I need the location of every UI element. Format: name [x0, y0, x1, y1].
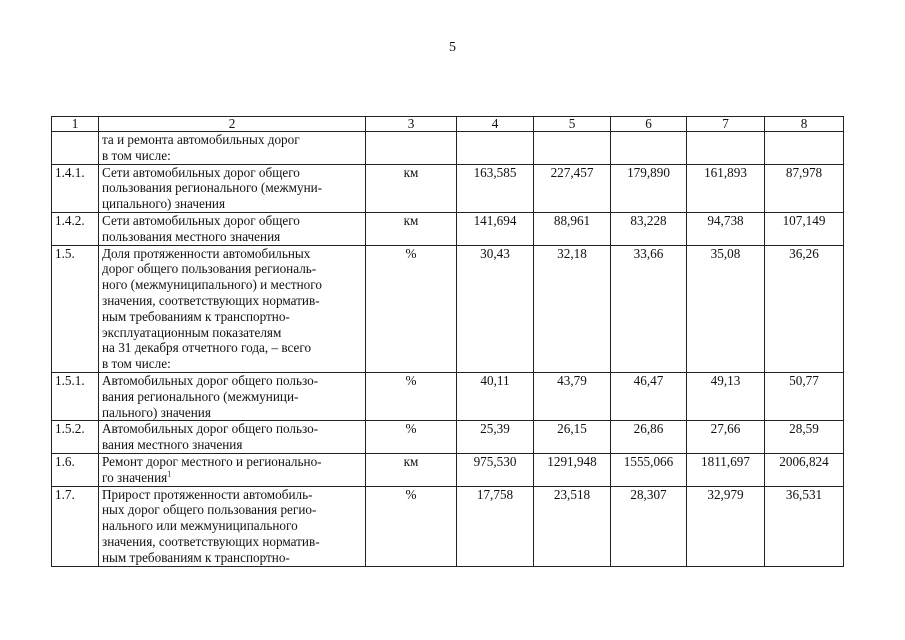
page-number: 5 — [449, 40, 456, 55]
unit-cell — [366, 132, 457, 165]
value-cell: 17,758 — [457, 486, 534, 566]
indicator-name-text: пального) значения — [102, 404, 211, 420]
value-cell: 43,79 — [534, 372, 611, 420]
indicator-name-line — [102, 132, 362, 148]
column-header: 8 — [765, 117, 844, 132]
table-row — [52, 453, 844, 486]
indicator-name — [99, 212, 366, 245]
value-cell: 227,457 — [534, 164, 611, 212]
unit-cell: % — [366, 421, 457, 454]
indicator-name-text: нального или межмуниципального — [102, 518, 298, 534]
table-row — [52, 212, 844, 245]
value-cell — [457, 132, 534, 165]
indicator-name-line — [102, 356, 362, 372]
indicator-name-text: ным требованиям к транспортно- — [102, 549, 290, 565]
value-cell: 49,13 — [687, 372, 765, 420]
value-cell: 36,531 — [765, 486, 844, 566]
value-cell: 32,18 — [534, 245, 611, 372]
table-row — [52, 421, 844, 454]
indicator-name-text: Сети автомобильных дорог общего — [102, 212, 300, 228]
indicator-name-line — [102, 487, 362, 503]
indicator-name-text: Автомобильных дорог общего пользо- — [102, 372, 319, 388]
indicator-name-text: эксплуатационным показателям — [102, 324, 282, 340]
indicator-name-line — [102, 502, 362, 518]
indicator-name — [99, 245, 366, 372]
value-cell: 23,518 — [534, 486, 611, 566]
value-cell — [534, 132, 611, 165]
value-cell: 83,228 — [611, 212, 687, 245]
value-cell: 179,890 — [611, 164, 687, 212]
value-cell: 87,978 — [765, 164, 844, 212]
indicator-name-line — [102, 293, 362, 309]
indicator-name-text: пользования регионального (межмуни- — [102, 180, 323, 196]
indicator-name-text: Автомобильных дорог общего пользо- — [102, 421, 319, 437]
table-header-row — [52, 117, 844, 132]
indicator-name-text: Сети автомобильных дорог общего — [102, 164, 300, 180]
indicator-name — [99, 486, 366, 566]
row-number — [52, 132, 99, 165]
value-cell: 28,59 — [765, 421, 844, 454]
unit-cell: % — [366, 486, 457, 566]
indicator-name — [99, 421, 366, 454]
column-header: 4 — [457, 117, 534, 132]
value-cell: 32,979 — [687, 486, 765, 566]
value-cell: 2006,824 — [765, 453, 844, 486]
indicator-name-text: ным требованиям к транспортно- — [102, 308, 290, 324]
row-number: 1.4.1. — [52, 164, 99, 212]
value-cell: 33,66 — [611, 245, 687, 372]
indicator-name-line — [102, 405, 362, 421]
value-cell: 107,149 — [765, 212, 844, 245]
value-cell: 1555,066 — [611, 453, 687, 486]
indicator-name-line — [102, 470, 362, 486]
footnote-marker: 1 — [167, 469, 172, 479]
value-cell: 36,26 — [765, 245, 844, 372]
unit-cell: км — [366, 164, 457, 212]
value-cell: 94,738 — [687, 212, 765, 245]
indicator-name-text: значения, соответствующих норматив- — [102, 292, 320, 308]
value-cell: 50,77 — [765, 372, 844, 420]
indicator-name-line — [102, 389, 362, 405]
indicator-name-line — [102, 277, 362, 293]
value-cell: 1291,948 — [534, 453, 611, 486]
indicator-name-text: та и ремонта автомобильных дорог — [102, 132, 300, 147]
indicator-name-line — [102, 180, 362, 196]
indicator-name-line — [102, 213, 362, 229]
indicator-name — [99, 132, 366, 165]
indicator-name — [99, 372, 366, 420]
indicator-name-text: вания местного значения — [102, 437, 243, 453]
unit-cell: км — [366, 212, 457, 245]
indicator-name-text: ных дорог общего пользования регио- — [102, 502, 317, 518]
indicator-name-line — [102, 229, 362, 245]
indicator-name-line — [102, 373, 362, 389]
indicator-name-text: Ремонт дорог местного и регионально- — [102, 453, 322, 469]
value-cell: 161,893 — [687, 164, 765, 212]
indicator-name-line — [102, 421, 362, 437]
indicator-name-text: на 31 декабря отчетного года, – всего — [102, 340, 312, 356]
column-header: 1 — [52, 117, 99, 132]
unit-cell: % — [366, 245, 457, 372]
indicator-name-text: в том числе: — [102, 356, 171, 372]
row-number: 1.5. — [52, 245, 99, 372]
row-number: 1.6. — [52, 453, 99, 486]
indicator-name-line — [102, 550, 362, 566]
value-cell: 975,530 — [457, 453, 534, 486]
row-number: 1.5.1. — [52, 372, 99, 420]
indicator-name-text: пользования местного значения — [102, 228, 281, 244]
indicator-name-line — [102, 148, 362, 164]
value-cell: 28,307 — [611, 486, 687, 566]
value-cell: 30,43 — [457, 245, 534, 372]
value-cell: 27,66 — [687, 421, 765, 454]
indicator-name-line — [102, 165, 362, 181]
table-row — [52, 245, 844, 372]
table-row — [52, 164, 844, 212]
value-cell: 25,39 — [457, 421, 534, 454]
indicator-name — [99, 453, 366, 486]
column-header: 3 — [366, 117, 457, 132]
value-cell — [611, 132, 687, 165]
value-cell: 46,47 — [611, 372, 687, 420]
column-header: 2 — [99, 117, 366, 132]
indicator-name-line — [102, 325, 362, 341]
table-row — [52, 486, 844, 566]
indicator-name-text: в том числе: — [102, 147, 171, 163]
indicator-name-line — [102, 518, 362, 534]
indicator-name-line — [102, 437, 362, 453]
column-header: 6 — [611, 117, 687, 132]
value-cell: 1811,697 — [687, 453, 765, 486]
row-number: 1.4.2. — [52, 212, 99, 245]
indicator-name-text: дорог общего пользования региональ- — [102, 261, 317, 277]
indicator-name-line — [102, 261, 362, 277]
indicator-name-text: го значения — [102, 469, 168, 485]
indicators-table — [51, 116, 844, 567]
column-header: 5 — [534, 117, 611, 132]
indicator-name-line — [102, 196, 362, 212]
indicator-name-line — [102, 246, 362, 262]
value-cell — [687, 132, 765, 165]
unit-cell: км — [366, 453, 457, 486]
value-cell: 40,11 — [457, 372, 534, 420]
table-row — [52, 132, 844, 165]
column-header: 7 — [687, 117, 765, 132]
indicator-name — [99, 164, 366, 212]
value-cell: 88,961 — [534, 212, 611, 245]
table-row — [52, 372, 844, 420]
value-cell: 35,08 — [687, 245, 765, 372]
row-number: 1.7. — [52, 486, 99, 566]
value-cell: 26,15 — [534, 421, 611, 454]
indicator-name-line — [102, 309, 362, 325]
value-cell: 141,694 — [457, 212, 534, 245]
value-cell: 26,86 — [611, 421, 687, 454]
value-cell — [765, 132, 844, 165]
indicator-name-text: ного (межмуниципального) и местного — [102, 277, 322, 293]
indicator-name-text: Доля протяженности автомобильных — [102, 245, 311, 261]
indicator-name-line — [102, 340, 362, 356]
indicator-name-text: вания регионального (межмуници- — [102, 388, 299, 404]
value-cell: 163,585 — [457, 164, 534, 212]
row-number: 1.5.2. — [52, 421, 99, 454]
indicator-name-text: ципального) значения — [102, 196, 226, 212]
indicator-name-line — [102, 454, 362, 470]
indicator-name-text: Прирост протяженности автомобиль- — [102, 486, 313, 502]
unit-cell: % — [366, 372, 457, 420]
indicator-name-text: значения, соответствующих норматив- — [102, 533, 320, 549]
indicator-name-line — [102, 534, 362, 550]
